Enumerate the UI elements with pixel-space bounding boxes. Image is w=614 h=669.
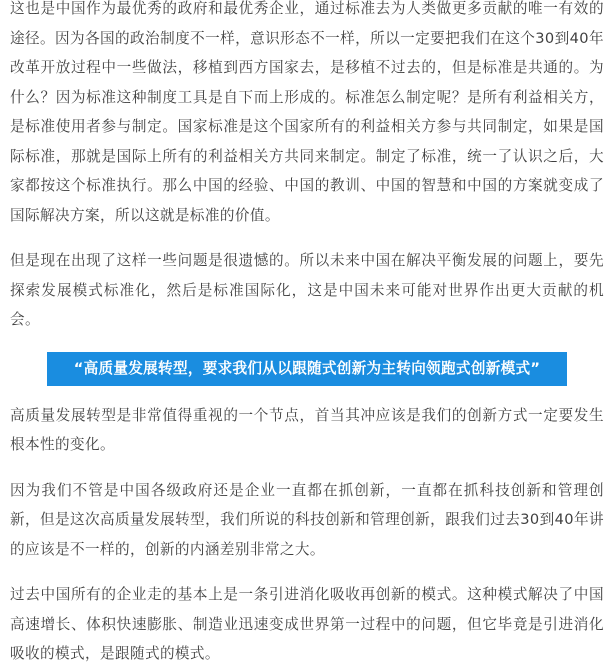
paragraph-development-model: 但是现在出现了这样一些问题是很遗憾的。所以未来中国在解决平衡发展的问题上，要先探索发展模式标准化，然后是标准国际化，这是中国未来可能对世界作出更大贡献的机会。 <box>10 252 604 328</box>
section-banner-wrap <box>10 352 604 386</box>
section-banner-quote: “高质量发展转型，要求我们从以跟随式创新为主转向领跑式创新模式” <box>47 352 567 386</box>
paragraph-standards-value: 这也是中国作为最优秀的政府和最优秀企业，通过标准去为人类做更多贡献的唯一有效的途径。因为各国的政治制度不一样，意识形态不一样，所以一定要把我们在这个30到40年改革开放过程中一些做法，移植到西方国家去，是移植不过去的，但是标准是共通的。为什么？因为标准这种制度工具是自下而上形成的。标准怎么制定呢？是所有利益相关方，是标准使用者参与制定。国家标准是这个国家所有的利益相关方参与共同制定，如果是国际标准，那就是国际上所有的利益相关方共同来制定。制定了标准，统一了认识之后，大家都按这个标准执行。那么中国的经验、中国的教训、中国的智慧和中国的方案就变成了国际解决方案，所以这就是标准的价值。 <box>10 0 604 224</box>
paragraph-gap <box>10 230 604 246</box>
paragraph-gap <box>10 564 604 580</box>
paragraph-innovation-node: 高质量发展转型是非常值得重视的一个节点，首当其冲应该是我们的创新方式一定要发生根本性的变化。 <box>10 406 604 453</box>
paragraph-gap <box>10 460 604 476</box>
paragraph-innovation-difference: 因为我们不管是中国各级政府还是企业一直都在抓创新，一直都在抓科技创新和管理创新，但是这次高质量发展转型，我们所说的科技创新和管理创新，跟我们过去30到40年讲的应该是不一样的，创新的内涵差别非常之大。 <box>10 481 604 558</box>
paragraph-follower-model: 过去中国所有的企业走的基本上是一条引进消化吸收再创新的模式。这种模式解决了中国高速增长、体积快速膨胀、制造业迅速变成世界第一过程中的问题，但它毕竟是引进消化吸收的模式，是跟随式的模式。 <box>10 586 604 662</box>
